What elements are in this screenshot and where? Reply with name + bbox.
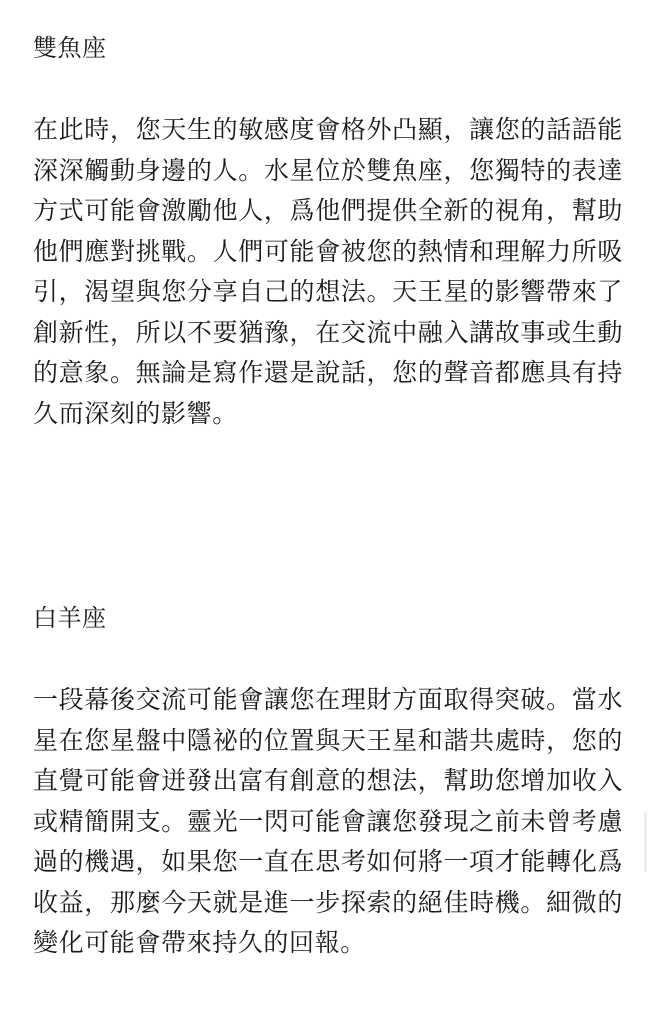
scrollbar[interactable] bbox=[644, 812, 647, 872]
section-body: 一段幕後交流可能會讓您在理財方面取得突破。當水星在您星盤中隱祕的位置與天王星和諧共處時，您的直覺可能會迸發出富有創意的想法，幫助您增加收入或精簡開支。靈光一閃可能會讓您發現之前未曾考慮過的機遇，如果您一直在思考如何將一項才能轉化爲收益，那麼今天就是進一步探索的絕佳時機。細微的變化可能會帶來持久的回報。 bbox=[33, 685, 623, 957]
section-title: 白羊座 bbox=[33, 604, 107, 632]
section-title: 雙魚座 bbox=[33, 34, 107, 62]
section-pisces bbox=[33, 28, 623, 434]
section-body: 在此時，您天生的敏感度會格外凸顯，讓您的話語能深深觸動身邊的人。水星位於雙魚座，您獨特的表達方式可能會激勵他人，爲他們提供全新的視角，幫助他們應對挑戰。人們可能會被您的熱情和理解力所吸引，渴望與您分享自己的想法。天王星的影響帶來了創新性，所以不要猶豫，在交流中融入講故事或生動的意象。無論是寫作還是說話，您的聲音都應具有持久而深刻的影響。 bbox=[33, 115, 623, 428]
section-aries bbox=[33, 598, 623, 964]
